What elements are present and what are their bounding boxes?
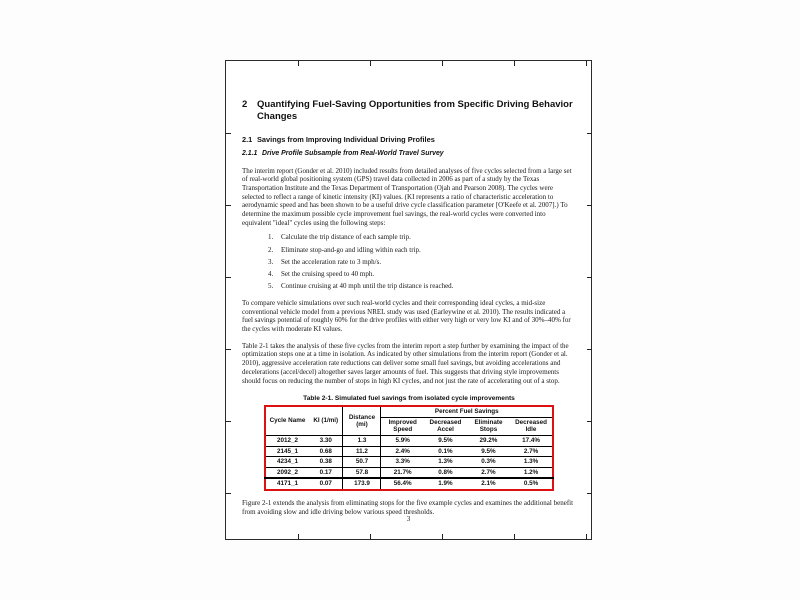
col-header-ki: KI (1/mi)	[309, 406, 343, 435]
paragraph-simulation: To compare vehicle simulations over such real-world cycles and their corresponding ideal cycles, a mid-size conventional vehicle model from a previous NREL study was used (Earleywine et al. 2010). The results indicated a fuel savings potential of roughly 60% for the drive profiles with either very high or very low KI and of 30%–40% for the cycles with moderate KI values.	[242, 298, 571, 334]
list-item	[242, 282, 576, 291]
cell-cycle-name: 4171_1	[265, 478, 309, 490]
section-heading	[242, 135, 576, 144]
list-item-number: 1.	[268, 233, 274, 242]
ruler-tick	[370, 534, 371, 539]
paragraph-intro: The interim report (Gonder et al. 2010) included results from detailed analyses of five cycles selected from a large set of real-world global positioning system (GPS) travel data collected in 2006 as part of a study by the Texas Transportation Institute and the Texas Department of Transportation (Ojah and Pearson 2008). The cycles were selected to reflect a range of kinetic intensity (KI) values. (KI represents a ratio of characteristic acceleration to aerodynamic speed and has been shown to be a useful drive cycle classification parameter [O'Keefe et al. 2007].) To determine the maximum possible cycle improvement fuel savings, the real-world cycles were converted into equivalent "ideal" cycles using the following steps:	[242, 166, 572, 227]
cell-eliminate-stops: 9.5%	[467, 446, 510, 457]
cell-eliminate-stops: 2.7%	[467, 467, 510, 478]
cell-decreased-accel: 0.8%	[424, 467, 467, 478]
ruler-tick	[226, 349, 231, 350]
ruler-tick	[226, 205, 231, 206]
page-number: 3	[406, 515, 411, 523]
sub-header-decreased-accel: Decreased Accel	[424, 417, 467, 435]
ruler-tick	[586, 61, 587, 66]
list-item-number: 2.	[268, 245, 274, 254]
list-item-text: Set the cruising speed to 40 mph.	[281, 270, 375, 279]
list-item-text: Calculate the trip distance of each sample trip.	[281, 233, 411, 242]
ruler-tick	[298, 534, 299, 539]
cell-cycle-name: 2012_2	[276, 437, 298, 445]
page-content	[226, 61, 591, 539]
list-item-text: Continue cruising at 40 mph until the trip distance is reached.	[281, 282, 454, 291]
sub-header-decreased-idle: Decreased Idle	[510, 417, 553, 435]
subsection-heading	[242, 150, 576, 159]
cell-decreased-accel: 9.5%	[438, 437, 453, 445]
ruler-tick	[587, 205, 592, 206]
ruler-tick	[226, 493, 231, 494]
list-item-text: Eliminate stop-and-go and idling within each trip.	[281, 245, 421, 254]
ruler-tick	[587, 349, 592, 350]
ruler-tick	[298, 61, 299, 66]
document-page	[225, 60, 592, 540]
cell-decreased-idle: 1.3%	[510, 457, 553, 468]
table-row	[265, 478, 553, 490]
ruler-tick	[514, 61, 515, 66]
ruler-tick	[587, 421, 592, 422]
cell-improved-speed: 21.7%	[381, 467, 424, 478]
cell-improved-speed: 3.3%	[381, 457, 424, 468]
fuel-savings-table	[264, 405, 554, 491]
ruler-tick	[442, 61, 443, 66]
table-row	[265, 457, 553, 468]
cell-ki: 3.30	[319, 437, 332, 445]
ideal-cycle-steps-list	[242, 233, 576, 291]
ruler-tick	[586, 534, 587, 539]
cell-distance: 11.2	[343, 446, 381, 457]
list-item-number: 4.	[268, 270, 274, 279]
list-item	[242, 258, 576, 267]
table-caption: Table 2-1. Simulated fuel savings from isolated cycle improvements	[303, 395, 515, 403]
list-item-number: 5.	[268, 282, 274, 291]
cell-decreased-idle: 1.2%	[510, 467, 553, 478]
chapter-number: 2	[242, 99, 248, 110]
cell-eliminate-stops: 2.1%	[467, 478, 510, 490]
cell-improved-speed: 5.9%	[381, 436, 424, 447]
cell-eliminate-stops: 0.3%	[467, 457, 510, 468]
table-row	[265, 436, 553, 447]
table-row	[265, 467, 553, 478]
cell-distance: 1.3	[343, 436, 381, 447]
cell-ki: 0.17	[309, 467, 343, 478]
ruler-tick	[226, 133, 231, 134]
list-item	[242, 246, 576, 255]
ruler-tick	[587, 277, 592, 278]
list-item-number: 3.	[268, 257, 274, 266]
section-number: 2.1	[242, 135, 253, 144]
col-header-distance: Distance (mi)	[343, 406, 381, 435]
ruler-tick	[514, 534, 515, 539]
sub-header-eliminate-stops: Eliminate Stops	[467, 417, 510, 435]
list-item	[242, 270, 576, 279]
col-header-cycle-name: Cycle Name	[265, 406, 309, 435]
list-item-text: Set the acceleration rate to 3 mph/s.	[281, 257, 382, 266]
cell-decreased-idle: 17.4%	[522, 437, 540, 445]
paragraph-table-discussion: Table 2-1 takes the analysis of these five cycles from the interim report a step further by examining the impact of the optimization steps one at a time in isolation. As indicated by other simulations from the interim report (Gonder et al. 2010), aggressive acceleration rate reductions can deliver some small fuel savings, but avoiding accelerations and decelerations (accel/decel) altogether saves larger amounts of fuel. This suggests that driving style improvements should focus on reducing the number of stops in high KI cycles, and not just the rate of accelerating out of a stop.	[242, 341, 569, 385]
ruler-tick	[442, 534, 443, 539]
list-item	[242, 233, 576, 242]
cell-ki: 0.07	[309, 478, 343, 490]
ruler-tick	[226, 277, 231, 278]
cell-distance: 57.8	[343, 467, 381, 478]
cell-cycle-name: 2145_1	[265, 446, 309, 457]
cell-distance: 50.7	[343, 457, 381, 468]
cell-distance: 173.9	[343, 478, 381, 490]
cell-cycle-name: 4234_1	[265, 457, 309, 468]
cell-decreased-idle: 2.7%	[510, 446, 553, 457]
group-header-percent-fuel-savings: Percent Fuel Savings	[381, 406, 553, 417]
cell-decreased-accel: 1.9%	[424, 478, 467, 490]
ruler-tick	[226, 421, 231, 422]
ruler-tick	[587, 133, 592, 134]
paragraph-figure-reference: Figure 2-1 extends the analysis from eliminating stops for the five example cycles and examines the additional benefit from avoiding slow and idle driving below various speed thresholds.	[242, 499, 574, 516]
cell-decreased-accel: 1.3%	[424, 457, 467, 468]
chapter-heading	[242, 99, 576, 122]
chapter-title: Quantifying Fuel-Saving Opportunities from Specific Driving Behavior Changes	[257, 99, 573, 122]
cell-ki: 0.68	[309, 446, 343, 457]
section-title: Savings from Improving Individual Driving Profiles	[257, 135, 435, 144]
ruler-tick	[587, 493, 592, 494]
table-row	[265, 446, 553, 457]
subsection-number: 2.1.1	[242, 150, 258, 157]
ruler-tick	[370, 61, 371, 66]
cell-eliminate-stops: 29.2%	[479, 437, 498, 445]
cell-decreased-idle: 0.5%	[510, 478, 553, 490]
cell-decreased-accel: 0.1%	[424, 446, 467, 457]
sub-header-improved-speed: Improved Speed	[381, 417, 424, 435]
subsection-title: Drive Profile Subsample from Real-World Travel Survey	[262, 150, 444, 157]
cell-improved-speed: 56.4%	[381, 478, 424, 490]
cell-improved-speed: 2.4%	[381, 446, 424, 457]
cell-cycle-name: 2092_2	[265, 467, 309, 478]
cell-ki: 0.38	[309, 457, 343, 468]
